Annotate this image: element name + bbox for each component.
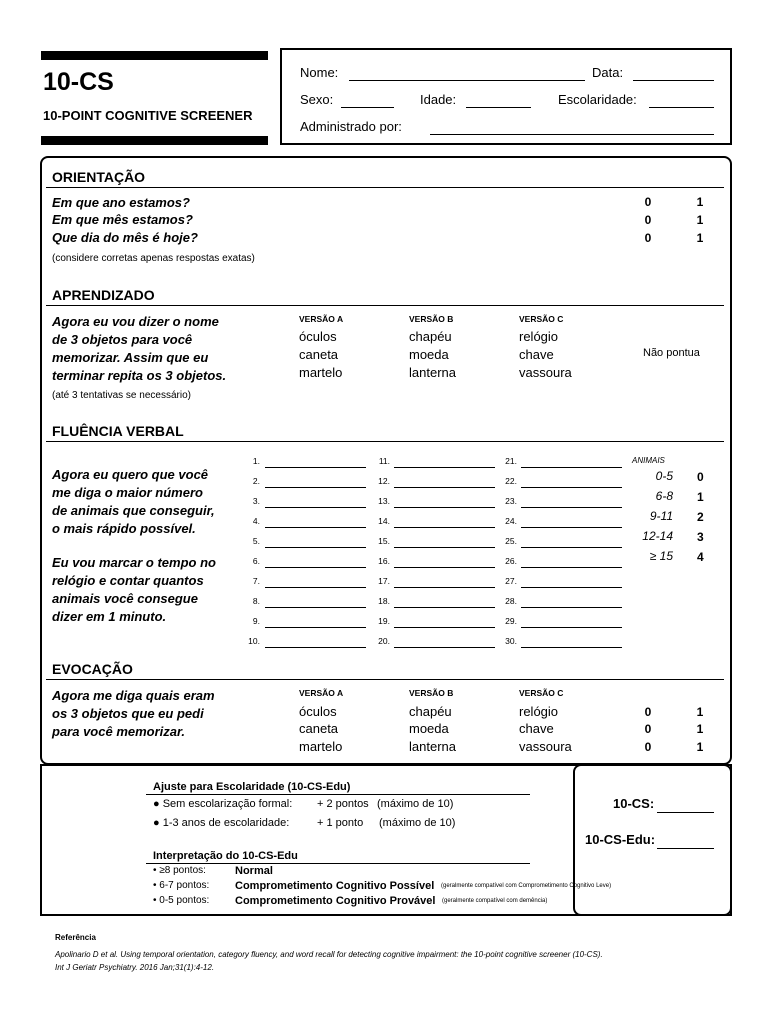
evo-version-a: VERSÃO A (299, 688, 344, 698)
animal-entry-field[interactable] (265, 587, 366, 588)
fluencia-p1-l1: Agora eu quero que você (52, 467, 209, 482)
evocacao-line1: Agora me diga quais eram (52, 688, 215, 703)
orient-q3-score0[interactable]: 0 (644, 231, 652, 245)
aprendizado-rule (46, 305, 724, 306)
animais-score-1[interactable]: 1 (697, 490, 704, 504)
animal-entry-field[interactable] (394, 547, 495, 548)
administrado-field[interactable] (430, 134, 714, 135)
animal-entry-field[interactable] (521, 467, 622, 468)
nao-pontua: Não pontua (643, 347, 700, 359)
reference-text1: Apolinario D et al. Using temporal orientation, category fluency, and word recall for detecting cognitive impairment: the 10-point cognitive screener (10-CS). (55, 950, 603, 959)
animal-number: 14. (378, 516, 390, 526)
ajuste-rule (146, 794, 530, 795)
ajuste-row2-pts: + 1 ponto (317, 817, 364, 829)
apr-word-c1: relógio (519, 329, 559, 344)
animal-number: 2. (252, 476, 260, 486)
interp-row1-result: Normal (235, 865, 273, 877)
animal-number: 6. (252, 556, 260, 566)
animal-entry-field[interactable] (265, 647, 366, 648)
animal-entry-field[interactable] (521, 607, 622, 608)
evocacao-rule (46, 679, 724, 680)
orientacao-title: ORIENTAÇÃO (52, 169, 146, 185)
animais-score-3[interactable]: 3 (697, 530, 704, 544)
fluencia-p2-l4: dizer em 1 minuto. (52, 609, 167, 624)
apr-version-a: VERSÃO A (299, 314, 344, 324)
ajuste-row1-max: (máximo de 10) (377, 798, 454, 810)
animal-number: 18. (378, 596, 390, 606)
evo-w3-score1[interactable]: 1 (696, 740, 704, 754)
fluencia-p1-l4: o mais rápido possível. (52, 521, 196, 536)
animal-number: 16. (378, 556, 390, 566)
orient-q2-score1[interactable]: 1 (696, 213, 704, 227)
animal-number: 25. (505, 536, 517, 546)
animal-entry-field[interactable] (394, 567, 495, 568)
sexo-field[interactable] (341, 107, 394, 108)
evo-w1-score0[interactable]: 0 (644, 705, 652, 719)
ajuste-title: Ajuste para Escolaridade (10-CS-Edu) (153, 781, 351, 793)
ajuste-row2-label: ● 1-3 anos de escolaridade: (153, 817, 290, 829)
evo-w2-score1[interactable]: 1 (696, 722, 704, 736)
aprendizado-title: APRENDIZADO (52, 287, 155, 303)
orient-q1-score1[interactable]: 1 (696, 195, 704, 209)
animal-entry-field[interactable] (521, 547, 622, 548)
evo-word-b1: chapéu (409, 704, 452, 719)
animal-entry-field[interactable] (265, 487, 366, 488)
header-top-bar (41, 51, 268, 60)
reference-title: Referência (55, 933, 96, 942)
animal-number: 15. (378, 536, 390, 546)
animal-entry-field[interactable] (394, 587, 495, 588)
administrado-label: Administrado por: (300, 119, 402, 134)
fluencia-title: FLUÊNCIA VERBAL (52, 423, 184, 439)
evocacao-line2: os 3 objetos que eu pedi (52, 706, 204, 721)
animal-entry-field[interactable] (265, 507, 366, 508)
nome-field[interactable] (349, 80, 585, 81)
animal-number: 26. (505, 556, 517, 566)
orient-q2-score0[interactable]: 0 (644, 213, 652, 227)
animais-range-0: 0-5 (655, 469, 673, 483)
evo-word-a2: caneta (299, 721, 339, 736)
interp-row2-note: (geralmente compatível com Comprometimento Cognitivo Leve) (441, 883, 612, 889)
animal-entry-field[interactable] (265, 627, 366, 628)
animal-number: 22. (505, 476, 517, 486)
evo-word-c2: chave (519, 721, 554, 736)
animais-range-2: 9-11 (649, 509, 673, 523)
animal-number: 1. (252, 456, 260, 466)
interpretacao-rule (146, 863, 530, 864)
fluencia-p1-l3: de animais que conseguir, (52, 503, 215, 518)
aprendizado-line3: memorizar. Assim que eu (52, 350, 209, 365)
evo-w3-score0[interactable]: 0 (644, 740, 652, 754)
animal-number: 12. (378, 476, 390, 486)
apr-version-b: VERSÃO B (409, 314, 454, 324)
interp-row3-pts: • 0-5 pontos: (153, 895, 210, 906)
animal-entry-field[interactable] (265, 467, 366, 468)
aprendizado-note: (até 3 tentativas se necessário) (52, 390, 191, 401)
animal-entry-field[interactable] (394, 487, 495, 488)
animal-entry-field[interactable] (394, 527, 495, 528)
animal-number: 7. (252, 576, 260, 586)
evo-w2-score0[interactable]: 0 (644, 722, 652, 736)
animal-entry-field[interactable] (521, 567, 622, 568)
animal-entry-field[interactable] (521, 627, 622, 628)
animal-entry-field[interactable] (521, 507, 622, 508)
animal-number: 4. (252, 516, 260, 526)
evocacao-line3: para você memorizar. (52, 724, 185, 739)
animal-entry-field[interactable] (521, 587, 622, 588)
apr-version-c: VERSÃO C (519, 314, 564, 324)
orientacao-rule (46, 187, 724, 188)
evocacao-title: EVOCAÇÃO (52, 661, 133, 677)
animais-label: ANIMAIS (632, 456, 665, 465)
total-edu-label: 10-CS-Edu: (585, 832, 656, 847)
apr-word-c3: vassoura (519, 365, 572, 380)
animal-entry-field[interactable] (265, 567, 366, 568)
animal-entry-field[interactable] (394, 507, 495, 508)
ajuste-row1-pts: + 2 pontos (317, 798, 369, 810)
apr-word-a1: óculos (299, 329, 337, 344)
form-code: 10-CS (43, 68, 114, 96)
animal-entry-field[interactable] (394, 647, 495, 648)
apr-word-b3: lanterna (409, 365, 456, 380)
orientacao-q3: Que dia do mês é hoje? (52, 230, 198, 245)
animais-range-4: ≥ 15 (649, 549, 673, 563)
animal-number: 13. (378, 496, 390, 506)
orient-q1-score0[interactable]: 0 (644, 195, 652, 209)
animal-number: 9. (252, 616, 260, 626)
animais-score-4[interactable]: 4 (697, 550, 704, 564)
animais-range-3: 12-14 (642, 529, 673, 543)
animal-number: 8. (252, 596, 260, 606)
idade-field[interactable] (466, 107, 531, 108)
animal-number: 19. (378, 616, 390, 626)
aprendizado-line2: de 3 objetos para você (52, 332, 193, 347)
animal-number: 5. (252, 536, 260, 546)
orientacao-note: (considere corretas apenas respostas exatas) (52, 253, 255, 264)
aprendizado-line4: terminar repita os 3 objetos. (52, 368, 227, 383)
sexo-label: Sexo: (300, 92, 334, 107)
interpretacao-title: Interpretação do 10-CS-Edu (153, 850, 298, 862)
apr-word-a3: martelo (299, 365, 343, 380)
reference-text2: Int J Geriatr Psychiatry. 2016 Jan;31(1):4-12. (55, 963, 215, 972)
idade-label: Idade: (420, 92, 457, 107)
escolaridade-field[interactable] (649, 107, 714, 108)
evo-word-c3: vassoura (519, 739, 572, 754)
ajuste-row2-max: (máximo de 10) (379, 817, 456, 829)
interp-row2-pts: • 6-7 pontos: (153, 880, 210, 891)
animal-number: 23. (505, 496, 517, 506)
data-label: Data: (592, 65, 624, 80)
ajuste-row1-label: ● Sem escolarização formal: (153, 798, 293, 810)
fluencia-p1-l2: me diga o maior número (52, 485, 203, 500)
fluencia-p2-l2: relógio e contar quantos (52, 573, 204, 588)
animal-entry-field[interactable] (265, 607, 366, 608)
interp-row3-result: Comprometimento Cognitivo Provável (235, 895, 436, 907)
animal-number: 29. (505, 616, 517, 626)
evo-word-c1: relógio (519, 704, 559, 719)
animal-entry-field[interactable] (265, 527, 366, 528)
animal-entry-field[interactable] (394, 627, 495, 628)
apr-word-b1: chapéu (409, 329, 452, 344)
evo-word-a3: martelo (299, 739, 343, 754)
animal-entry-field[interactable] (265, 547, 366, 548)
fluencia-p2-l1: Eu vou marcar o tempo no (52, 555, 216, 570)
apr-word-b2: moeda (409, 347, 449, 362)
animal-number: 17. (378, 576, 390, 586)
evo-word-a1: óculos (299, 704, 337, 719)
evo-word-b3: lanterna (409, 739, 456, 754)
animal-number: 27. (505, 576, 517, 586)
fluencia-p2-l3: animais você consegue (52, 591, 198, 606)
data-field[interactable] (633, 80, 714, 81)
orient-q3-score1[interactable]: 1 (696, 231, 704, 245)
apr-word-a2: caneta (299, 347, 339, 362)
evo-version-b: VERSÃO B (409, 688, 454, 698)
apr-word-c2: chave (519, 347, 554, 362)
nome-label: Nome: (300, 65, 339, 80)
total-cs-field[interactable] (657, 812, 714, 813)
animal-number: 24. (505, 516, 517, 526)
total-edu-field[interactable] (657, 848, 714, 849)
animal-entry-field[interactable] (394, 467, 495, 468)
animal-number: 30. (505, 636, 517, 646)
evo-version-c: VERSÃO C (519, 688, 564, 698)
animal-number: 10. (248, 636, 260, 646)
interp-row1-pts: • ≥8 pontos: (153, 865, 206, 876)
evo-w1-score1[interactable]: 1 (696, 705, 704, 719)
orientacao-q2: Em que mês estamos? (52, 212, 193, 227)
animal-number: 28. (505, 596, 517, 606)
evo-word-b2: moeda (409, 721, 449, 736)
animal-number: 11. (378, 456, 390, 466)
fluencia-rule (46, 441, 724, 442)
form-title: 10-POINT COGNITIVE SCREENER (43, 108, 253, 123)
interp-row2-result: Comprometimento Cognitivo Possível (235, 880, 435, 892)
animal-entry-field[interactable] (521, 487, 622, 488)
escolaridade-label: Escolaridade: (558, 92, 637, 107)
animais-range-1: 6-8 (655, 489, 673, 503)
interp-row3-note: (geralmente compatível com demência) (442, 898, 548, 904)
animais-score-2[interactable]: 2 (697, 510, 704, 524)
aprendizado-line1: Agora eu vou dizer o nome (52, 314, 219, 329)
animal-number: 3. (252, 496, 260, 506)
animais-score-0[interactable]: 0 (697, 470, 704, 484)
orientacao-q1: Em que ano estamos? (52, 195, 190, 210)
animal-entry-field[interactable] (521, 647, 622, 648)
total-cs-label: 10-CS: (613, 796, 655, 811)
header-bottom-bar (41, 136, 268, 145)
animal-number: 21. (505, 456, 517, 466)
animal-entry-field[interactable] (394, 607, 495, 608)
animal-entry-field[interactable] (521, 527, 622, 528)
animal-number: 20. (378, 636, 390, 646)
